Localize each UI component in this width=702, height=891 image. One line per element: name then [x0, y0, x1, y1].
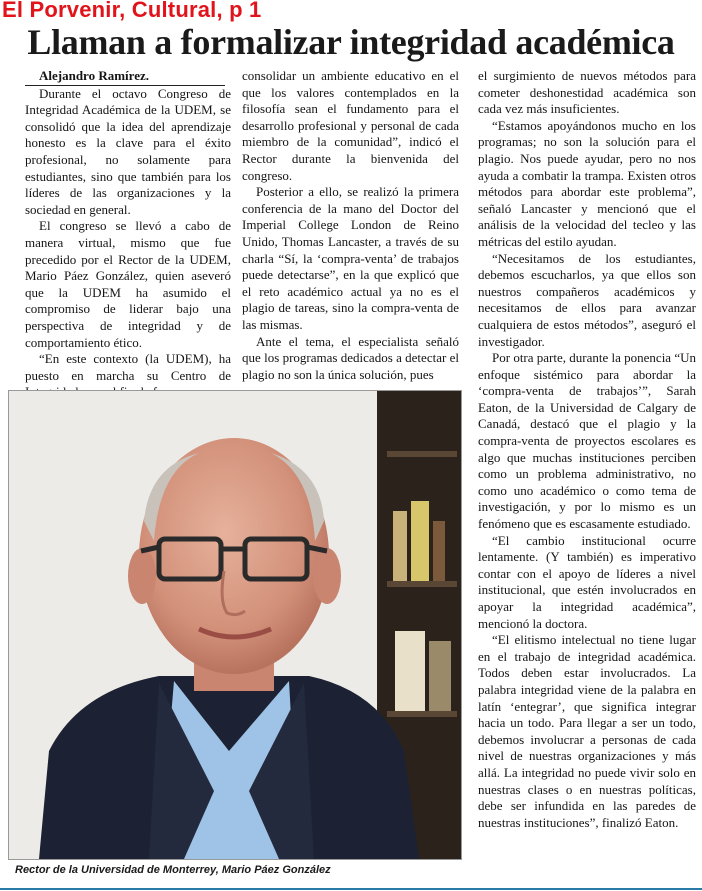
portrait-illustration [9, 391, 461, 859]
paragraph: el surgimiento de nuevos métodos para cometer deshonestidad académica son cada vez más insuficientes. [478, 68, 696, 117]
newspaper-source: El Porvenir, Cultural, p 1 [2, 0, 262, 22]
article-column-1 [25, 68, 231, 401]
article-column-2 [242, 68, 459, 383]
paragraph: Ante el tema, el especialista señaló que los programas dedicados a detectar el plagio no son la única solución, pues [242, 333, 459, 382]
rector-photo [8, 390, 462, 860]
paragraph: “Necesitamos de los estudiantes, debemos escucharlos, ya que ellos son nuestros compañeros académicos y necesitamos de ellos para avanzar cualquiera de estos métodos”, aseguró el investigador. [478, 250, 696, 349]
paragraph: “El cambio institucional ocurre lentamente. (Y también) es imperativo contar con el apoyo de líderes a nivel institucional, que estén involucrados en apoyar la integridad académica”, mencionó la doctora. [478, 532, 696, 631]
paragraph: Por otra parte, durante la ponencia “Un enfoque sistémico para abordar la ‘compra-venta de trabajos’”, Sarah Eaton, de la Universidad de Calgary de Canadá, destacó que el plagio y la compra-venta de proyectos escolares es algo que muchas instituciones perciben como un problema administrativo, no como uno académico o como tema de investigación, y por lo mismo es un fenómeno que es escasamente estudiado. [478, 350, 696, 532]
photo-caption: Rector de la Universidad de Monterrey, Mario Páez González [15, 864, 331, 876]
paragraph: Posterior a ello, se realizó la primera conferencia de la mano del Doctor del Imperial College London de Reino Unido, Thomas Lancaster, a través de su charla “Sí, la ‘compra-venta’ de trabajos puede detectarse”, en la que explicó que el reto académico actual ya no es el plagio de tareas, sino la compra-venta de las mismas. [242, 184, 459, 332]
paragraph: “Estamos apoyándonos mucho en los programas; no son la solución para el plagio. Nos puede ayudar, pero no nos ayuda a combatir la trampa. Existen otros métodos para abordar este problema”, señaló Lancaster y mencionó que el análisis de la velocidad del tecleo y las métricas del estilo ayudan. [478, 117, 696, 249]
paragraph: “En este contexto (la UDEM), ha puesto en marcha su Centro de [25, 351, 231, 383]
bottom-divider [0, 888, 702, 890]
headline: Llaman a formalizar integridad académica [27, 22, 675, 62]
paragraph: consolidar un ambiente educativo en el que los valores contemplados en la filosofía sean el fundamento para el desarrollo profesional y personal de cada miembro de la comunidad”, indicó el Rector durante la bienvenida del congreso. [242, 68, 459, 183]
paragraph: Durante el octavo Congreso de Integridad Académica de la UDEM, se consolidó que la idea del aprendizaje honesto es la clave para el éxito profesional, no solamente para estudiantes, sino que también para los líderes de las organizaciones y la sociedad en general. [25, 85, 231, 217]
byline: Alejandro Ramírez. [25, 68, 225, 86]
paragraph: El congreso se llevó a cabo de manera virtual, mismo que fue precedido por el Rector de la UDEM, Mario Páez González, quien aseveró que la UDEM ha asumido el compromiso de liderar bajo una perspectiva de integridad y de comportamiento ético. [25, 218, 231, 350]
article-column-3 [478, 68, 696, 831]
paragraph: “El elitismo intelectual no tiene lugar en el trabajo de integridad académica. Todos deben estar involucrados. La palabra integridad viene de la palabra en latín ‘entegrar’, que significa integrar hacia un todo. Para llegar a ser un todo, debemos involucrar a personas de cada nivel de nuestras organizaciones y más allá. La integridad no puede vivir solo en nuestras clases o en nuestras políticas, debe ser infundida en las paredes de nuestras instituciones”, finalizó Eaton. [478, 632, 696, 830]
